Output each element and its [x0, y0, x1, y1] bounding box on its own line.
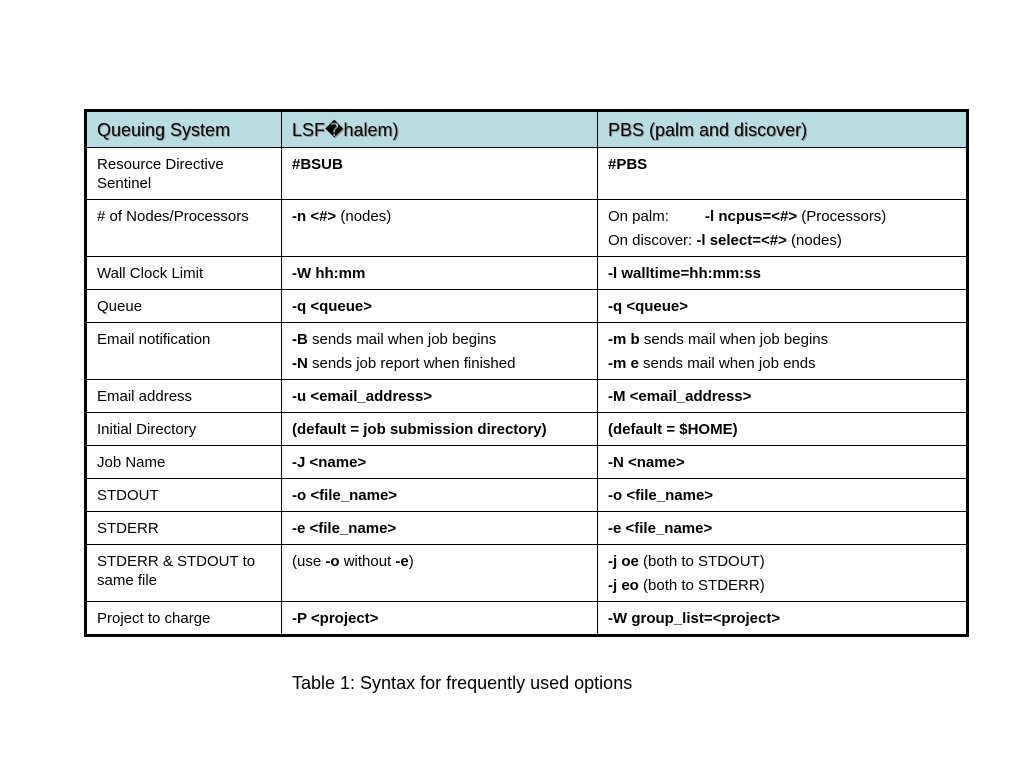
option-syntax: -e	[395, 553, 409, 570]
header-queuing-system: Queuing System	[86, 111, 282, 148]
lsf-cell	[282, 323, 598, 380]
pbs-cell-line	[608, 297, 956, 316]
table-row	[86, 380, 968, 413]
row-label: Initial Directory	[86, 413, 282, 446]
lsf-cell	[282, 545, 598, 602]
option-syntax: -q <queue>	[292, 298, 373, 315]
option-syntax: -e <file_name>	[608, 520, 713, 537]
option-text: without	[339, 553, 396, 570]
option-text: (both to STDERR)	[638, 577, 765, 594]
option-syntax: -l select=<#>	[696, 232, 787, 249]
pbs-cell	[598, 446, 968, 479]
option-syntax: -J <name>	[292, 454, 367, 471]
lsf-cell	[282, 512, 598, 545]
option-syntax: -m e	[608, 355, 639, 372]
pbs-cell	[598, 200, 968, 257]
option-syntax: (default = job submission directory)	[292, 421, 547, 438]
option-text: On palm:	[608, 208, 669, 225]
header-pbs: PBS (palm and discover)	[598, 111, 968, 148]
pbs-cell	[598, 148, 968, 200]
row-label: Queue	[86, 290, 282, 323]
pbs-cell-line	[608, 552, 956, 571]
row-label: Wall Clock Limit	[86, 257, 282, 290]
table-row	[86, 446, 968, 479]
table-row	[86, 257, 968, 290]
row-label: Project to charge	[86, 602, 282, 636]
pbs-cell	[598, 323, 968, 380]
option-syntax: -n <#>	[292, 208, 337, 225]
row-label: Email notification	[86, 323, 282, 380]
lsf-cell	[282, 446, 598, 479]
option-text: sends mail when job ends	[638, 355, 816, 372]
lsf-cell	[282, 380, 598, 413]
option-syntax: -W group_list=<project>	[608, 610, 781, 627]
pbs-cell	[598, 413, 968, 446]
pbs-cell	[598, 257, 968, 290]
lsf-cell-line	[292, 297, 587, 316]
header-row	[86, 111, 968, 148]
pbs-cell	[598, 512, 968, 545]
lsf-cell-line	[292, 519, 587, 538]
table-row	[86, 200, 968, 257]
pbs-cell-line	[608, 207, 956, 226]
pbs-cell	[598, 479, 968, 512]
option-text: (nodes)	[786, 232, 842, 249]
option-syntax: #BSUB	[292, 156, 343, 173]
option-syntax: -j oe	[608, 553, 639, 570]
header-lsf: LSF�halem)	[282, 111, 598, 148]
pbs-cell	[598, 545, 968, 602]
option-text: (both to STDOUT)	[638, 553, 765, 570]
option-syntax: -l ncpus=<#>	[705, 208, 798, 225]
lsf-cell-line	[292, 609, 587, 628]
lsf-cell	[282, 200, 598, 257]
lsf-cell-line	[292, 354, 587, 373]
option-syntax: -m b	[608, 331, 640, 348]
option-syntax: -u <email_address>	[292, 388, 433, 405]
pbs-cell	[598, 290, 968, 323]
pbs-cell	[598, 380, 968, 413]
option-syntax: -q <queue>	[608, 298, 689, 315]
lsf-cell-line	[292, 552, 587, 571]
option-syntax: (default = $HOME)	[608, 421, 738, 438]
lsf-cell-line	[292, 264, 587, 283]
row-label: Email address	[86, 380, 282, 413]
lsf-cell-line	[292, 486, 587, 505]
lsf-cell-line	[292, 387, 587, 406]
lsf-cell	[282, 148, 598, 200]
table-body	[86, 148, 968, 636]
pbs-cell-line	[608, 387, 956, 406]
pbs-cell-line	[608, 231, 956, 250]
option-text: (Processors)	[797, 208, 887, 225]
option-syntax: -o <file_name>	[608, 487, 714, 504]
table-row	[86, 545, 968, 602]
lsf-cell	[282, 257, 598, 290]
lsf-cell-line	[292, 453, 587, 472]
option-syntax: #PBS	[608, 156, 648, 173]
option-syntax: -P <project>	[292, 610, 379, 627]
option-text: (nodes)	[336, 208, 392, 225]
pbs-cell-line	[608, 330, 956, 349]
pbs-cell-line	[608, 264, 956, 283]
option-syntax: -B	[292, 331, 308, 348]
pbs-cell-line	[608, 420, 956, 439]
row-label: STDOUT	[86, 479, 282, 512]
pbs-cell-line	[608, 354, 956, 373]
table-row	[86, 148, 968, 200]
option-text: sends mail when job begins	[307, 331, 497, 348]
table-row	[86, 602, 968, 636]
pbs-cell	[598, 602, 968, 636]
pbs-cell-line	[608, 155, 956, 174]
lsf-cell-line	[292, 420, 587, 439]
table-row	[86, 413, 968, 446]
lsf-cell	[282, 413, 598, 446]
option-text: sends job report when finished	[307, 355, 516, 372]
option-text: sends mail when job begins	[639, 331, 829, 348]
option-syntax: -o	[325, 553, 340, 570]
option-syntax: -N <name>	[608, 454, 685, 471]
pbs-cell-line	[608, 486, 956, 505]
option-syntax: -e <file_name>	[292, 520, 397, 537]
option-syntax: -N	[292, 355, 308, 372]
row-label: STDERR	[86, 512, 282, 545]
row-label: # of Nodes/Processors	[86, 200, 282, 257]
lsf-cell	[282, 479, 598, 512]
row-label: Job Name	[86, 446, 282, 479]
table-caption: Table 1: Syntax for frequently used options	[292, 673, 633, 693]
table-row	[86, 290, 968, 323]
option-syntax: -M <email_address>	[608, 388, 752, 405]
table-row	[86, 323, 968, 380]
syntax-table	[84, 109, 969, 637]
pbs-cell-line	[608, 576, 956, 595]
pbs-cell-line	[608, 609, 956, 628]
option-text: (use	[292, 553, 326, 570]
option-syntax: -j eo	[608, 577, 639, 594]
lsf-cell-line	[292, 330, 587, 349]
row-label: Resource Directive Sentinel	[86, 148, 282, 200]
lsf-cell-line	[292, 207, 587, 226]
option-syntax: -l walltime=hh:mm:ss	[608, 265, 761, 282]
table-row	[86, 512, 968, 545]
lsf-cell-line	[292, 155, 587, 174]
option-syntax: -o <file_name>	[292, 487, 398, 504]
lsf-cell	[282, 602, 598, 636]
option-syntax: -W hh:mm	[292, 265, 366, 282]
table-row	[86, 479, 968, 512]
pbs-cell-line	[608, 453, 956, 472]
option-text: )	[408, 553, 414, 570]
option-text: On discover:	[608, 232, 697, 249]
lsf-cell	[282, 290, 598, 323]
row-label: STDERR & STDOUT to same file	[86, 545, 282, 602]
pbs-cell-line	[608, 519, 956, 538]
